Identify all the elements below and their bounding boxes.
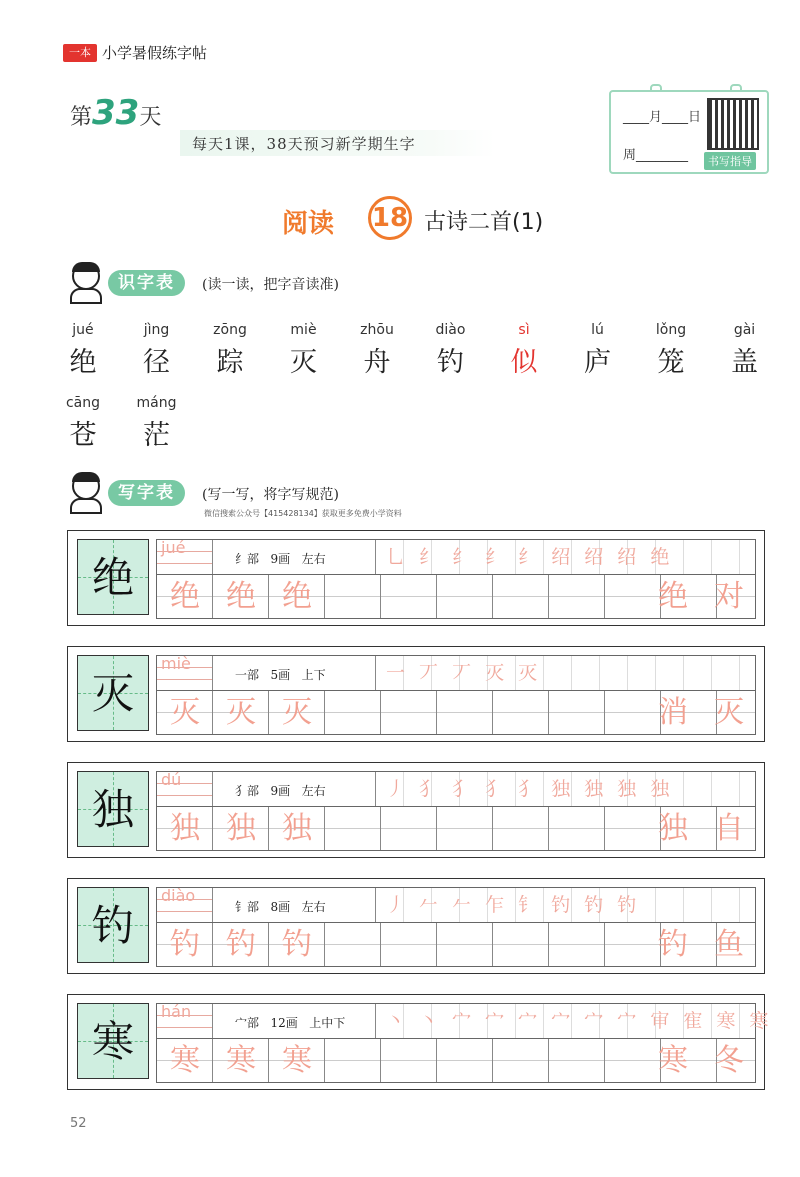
pinyin-cell[interactable] xyxy=(157,540,213,574)
model-char: 绝 xyxy=(91,553,134,602)
char-hanzi: 似 xyxy=(510,347,538,378)
char-pinyin: jué xyxy=(72,322,94,338)
lesson-number: 18 xyxy=(368,196,412,240)
day-counter xyxy=(70,93,161,133)
trace-char: 独 xyxy=(170,811,200,846)
day-suffix: 天 xyxy=(139,105,162,130)
trace-char: 钓 xyxy=(170,927,200,962)
char-pinyin: lǒng xyxy=(655,322,687,338)
stroke-count: 12画 xyxy=(270,1016,298,1030)
slogan: 每天1课，38天预习新学期生字 xyxy=(192,135,416,153)
char-hanzi: 灭 xyxy=(290,347,317,378)
char-hanzi: 苍 xyxy=(69,420,97,451)
section-pill-read: 识字表 xyxy=(108,270,185,296)
writing-block xyxy=(67,762,765,858)
char-hanzi: 舟 xyxy=(363,347,391,378)
day-number: 33 xyxy=(92,93,140,133)
char-pinyin: diào xyxy=(435,322,466,338)
trace-char: 钓 xyxy=(282,927,312,962)
brand-badge: 一本 xyxy=(63,44,97,62)
stroke-order-area xyxy=(375,1004,773,1038)
writing-block xyxy=(67,646,765,742)
section-note-write: (写一写，将字写规范) xyxy=(202,487,339,503)
trace-char: 灭 xyxy=(282,695,312,730)
trace-char: 独 xyxy=(226,811,256,846)
stroke-order-area xyxy=(375,540,757,574)
section-note-read: (读一读，把字音读准) xyxy=(202,277,339,293)
structure: 左右 xyxy=(301,552,326,566)
structure: 上中下 xyxy=(309,1016,346,1030)
stroke-count: 9画 xyxy=(270,552,291,566)
info-row xyxy=(156,771,756,807)
trace-char: 钓 xyxy=(226,927,256,962)
pinyin-cell[interactable] xyxy=(157,888,213,922)
word-char: 冬 xyxy=(714,1043,744,1078)
lesson-label: 阅读 xyxy=(282,209,335,239)
radical: 一部 xyxy=(235,668,260,682)
page-number: 52 xyxy=(70,1116,87,1131)
week-line[interactable]: 周________ xyxy=(623,148,689,163)
structure: 上下 xyxy=(301,668,326,682)
char-pinyin: jìng xyxy=(143,322,170,338)
word-char: 绝 xyxy=(658,579,688,614)
radical: 犭部 xyxy=(235,784,260,798)
word-char: 钓 xyxy=(658,927,688,962)
practice-row[interactable] xyxy=(156,1039,756,1083)
char-info xyxy=(235,550,326,567)
stroke-order-area xyxy=(375,656,757,690)
trace-char: 灭 xyxy=(170,695,200,730)
student-icon xyxy=(66,262,106,304)
char-hanzi: 钓 xyxy=(437,347,464,378)
model-char-cell xyxy=(77,655,149,731)
model-char-cell xyxy=(77,771,149,847)
lesson-title: 古诗二首(1) xyxy=(424,210,544,235)
pinyin-trace: miè xyxy=(161,654,191,673)
model-char: 寒 xyxy=(91,1017,134,1066)
trace-char: 灭 xyxy=(226,695,256,730)
pinyin-cell[interactable] xyxy=(157,772,213,806)
writing-block xyxy=(67,878,765,974)
trace-char: 绝 xyxy=(226,579,256,614)
student-icon xyxy=(66,472,106,514)
stroke-order-area xyxy=(375,888,757,922)
stroke-count: 5画 xyxy=(270,668,291,682)
char-pinyin: miè xyxy=(290,322,317,338)
pinyin-trace: dú xyxy=(161,770,182,789)
char-pinyin: lú xyxy=(591,322,604,338)
word-char: 灭 xyxy=(714,695,744,730)
section-pill-write: 写字表 xyxy=(108,480,185,506)
date-line[interactable]: ____月____日 xyxy=(623,110,702,125)
radical: 钅部 xyxy=(235,900,260,914)
info-row xyxy=(156,1002,773,1039)
word-char: 对 xyxy=(714,579,744,614)
info-row xyxy=(156,655,756,691)
day-prefix: 第 xyxy=(70,105,93,130)
pinyin-cell[interactable] xyxy=(157,1004,213,1038)
radical: 纟部 xyxy=(235,552,260,566)
char-pinyin: zhōu xyxy=(360,322,394,338)
stroke-order-area xyxy=(375,772,757,806)
practice-row[interactable] xyxy=(156,807,756,851)
trace-char: 独 xyxy=(282,811,312,846)
practice-row[interactable] xyxy=(156,575,756,619)
char-info xyxy=(235,1014,345,1031)
char-info xyxy=(235,898,326,915)
brand-title: 小学暑假练字帖 xyxy=(102,44,208,62)
model-char-cell xyxy=(77,539,149,615)
trace-char: 寒 xyxy=(282,1043,312,1078)
char-hanzi: 盖 xyxy=(731,347,758,378)
radical: 宀部 xyxy=(235,1016,260,1030)
writing-block xyxy=(67,530,765,626)
pinyin-trace: hán xyxy=(161,1002,192,1021)
char-hanzi: 踪 xyxy=(216,347,244,378)
stroke-order: 一 丆 丆 灭 灭 xyxy=(386,662,542,684)
pinyin-cell[interactable] xyxy=(157,656,213,690)
info-row xyxy=(156,887,756,923)
char-pinyin: sì xyxy=(518,322,530,338)
watermark-text: 微信搜索公众号【415428134】获取更多免费小学资料 xyxy=(204,509,402,518)
char-hanzi: 庐 xyxy=(584,347,611,378)
model-char: 独 xyxy=(91,785,134,834)
practice-row[interactable] xyxy=(156,691,756,735)
structure: 左右 xyxy=(301,784,326,798)
info-row xyxy=(156,539,756,575)
stroke-order: 丶 丶 宀 宀 宀 宀 宀 宀 审 寉 寒 寒 xyxy=(386,1010,773,1032)
stroke-order: 丿 𠂉 𠂉 乍 钅 钓 钓 钓 xyxy=(386,894,641,916)
qr-label: 书写指导 xyxy=(704,152,756,170)
writing-block xyxy=(67,994,773,1090)
word-char: 自 xyxy=(714,811,744,846)
model-char: 钓 xyxy=(91,901,134,950)
char-pinyin: cāng xyxy=(65,395,101,411)
trace-char: 绝 xyxy=(170,579,200,614)
char-hanzi: 茫 xyxy=(143,420,170,451)
model-char-cell xyxy=(77,1003,149,1079)
stroke-count: 9画 xyxy=(270,784,291,798)
char-info xyxy=(235,666,326,683)
word-char: 消 xyxy=(658,695,688,730)
char-pinyin: gài xyxy=(733,322,756,338)
word-char: 鱼 xyxy=(714,927,744,962)
char-pinyin: máng xyxy=(136,395,177,411)
model-char-cell xyxy=(77,887,149,963)
stroke-order: 乚 纟 纟 纟 纟 绍 绍 绍 绝 xyxy=(386,546,674,568)
model-char: 灭 xyxy=(91,669,134,718)
stroke-order: 丿 犭 犭 犭 犭 独 独 独 独 xyxy=(386,778,674,800)
word-char: 寒 xyxy=(658,1043,688,1078)
char-pinyin: zōng xyxy=(213,322,247,338)
practice-row[interactable] xyxy=(156,923,756,967)
trace-char: 寒 xyxy=(170,1043,200,1078)
char-hanzi: 径 xyxy=(143,347,170,378)
stroke-count: 8画 xyxy=(270,900,291,914)
qr-code-icon[interactable] xyxy=(707,98,759,150)
char-hanzi: 笼 xyxy=(657,347,685,378)
pinyin-trace: jué xyxy=(161,538,186,557)
char-hanzi: 绝 xyxy=(69,347,97,378)
trace-char: 绝 xyxy=(282,579,312,614)
trace-char: 寒 xyxy=(226,1043,256,1078)
structure: 左右 xyxy=(301,900,326,914)
pinyin-trace: diào xyxy=(161,886,196,905)
char-info xyxy=(235,782,326,799)
date-card xyxy=(609,90,769,174)
word-char: 独 xyxy=(658,811,688,846)
